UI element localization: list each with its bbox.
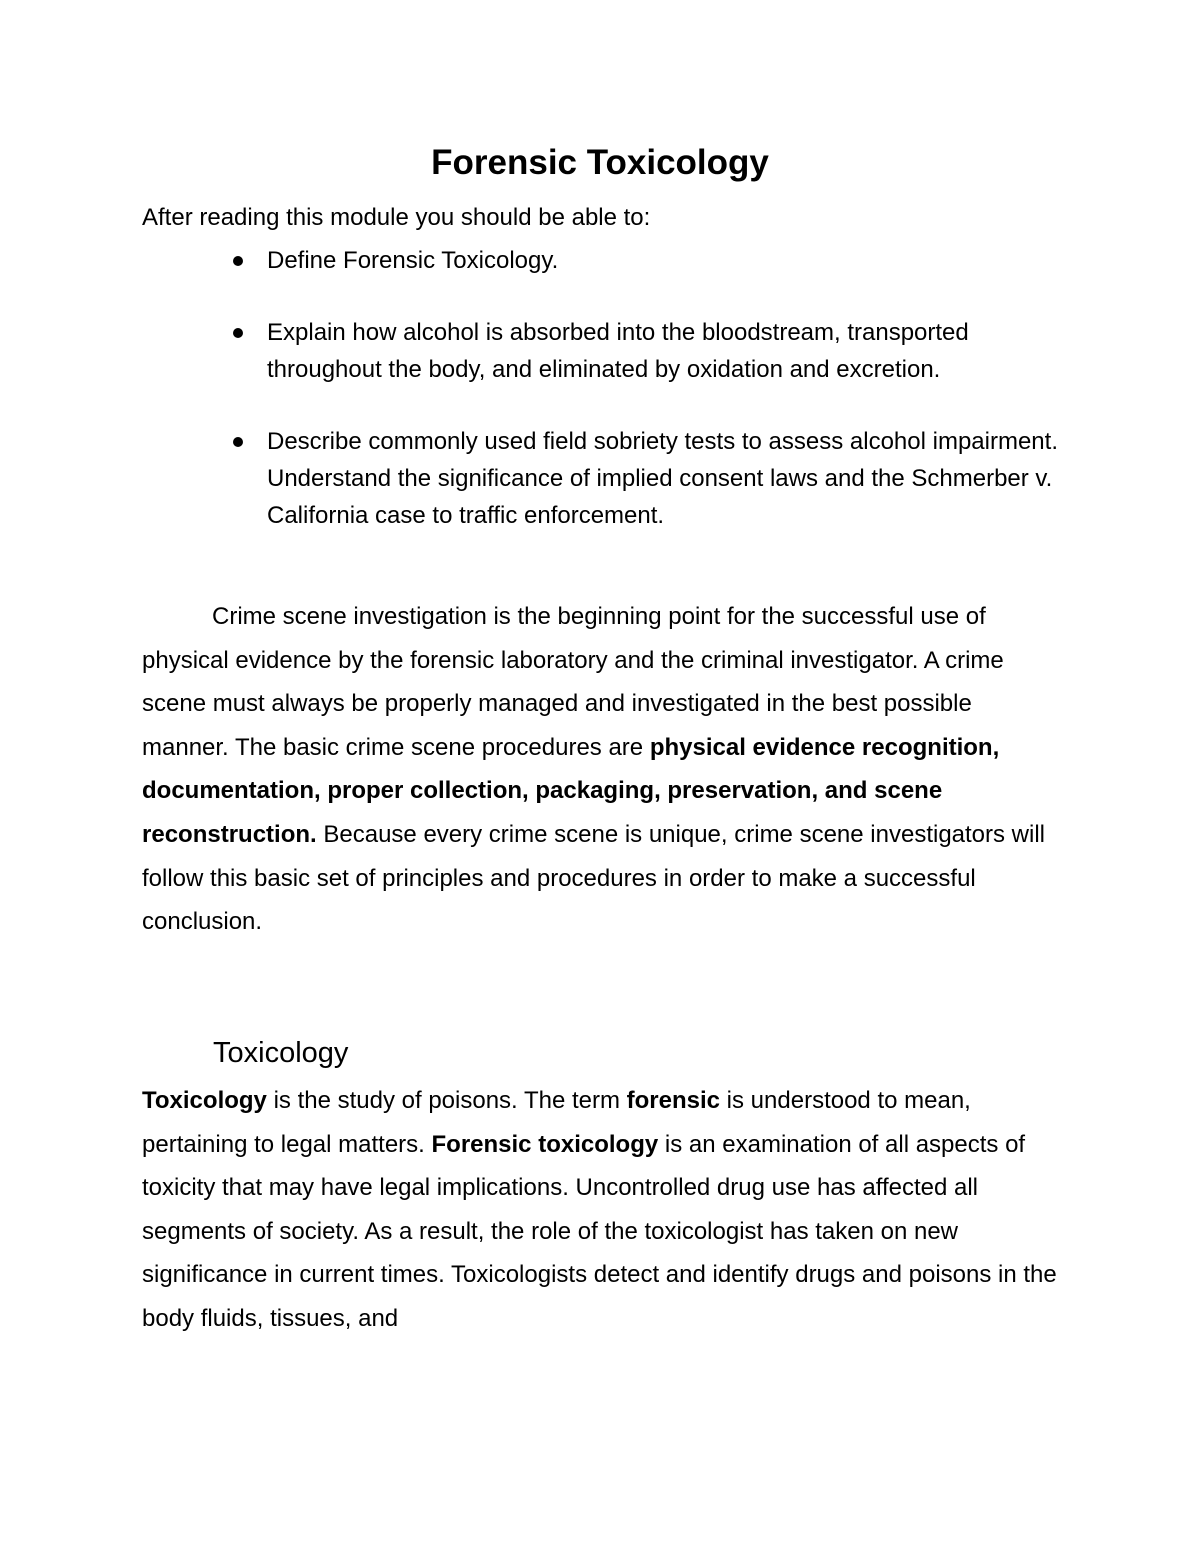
objective-text: Describe commonly used field sobriety tests to assess alcohol impairment. Understand the significance of implied consent laws and the Schmerber v. California case to traffic enforcement. xyxy=(267,428,1058,529)
list-item xyxy=(0,242,1067,279)
document-title: Forensic Toxicology xyxy=(431,143,769,182)
bullet-icon xyxy=(233,437,243,447)
bullet-icon xyxy=(233,328,243,338)
paragraph-text: Because every crime scene is unique, crime scene investigators will follow this basic set of principles and procedures in order to make a successful conclusion. xyxy=(142,820,1046,936)
list-item xyxy=(0,314,1067,388)
toxicology-paragraph xyxy=(142,1079,1062,1341)
objectives-list xyxy=(0,242,1200,569)
bold-text: Forensic toxicology xyxy=(431,1130,659,1158)
bold-text: forensic xyxy=(626,1087,721,1114)
intro-text: After reading this module you should be able to: xyxy=(142,204,651,231)
list-item xyxy=(0,423,1067,534)
paragraph-text: is the study of poisons. The term xyxy=(266,1087,627,1114)
bold-text: Toxicology xyxy=(142,1087,267,1114)
paragraph-text: Crime scene investigation is the beginning point for the successful use of physical evidence by the forensic laboratory and the criminal investigator. A crime scene must always be properly managed and investigated in the best possible manner. The basic crime scene procedures are xyxy=(142,603,1004,761)
objective-text: Explain how alcohol is absorbed into the bloodstream, transported throughout the body, and eliminated by oxidation and excretion. xyxy=(267,319,969,383)
section-heading: Toxicology xyxy=(213,1037,349,1069)
objective-text: Define Forensic Toxicology. xyxy=(267,247,559,274)
bullet-icon xyxy=(233,256,243,266)
paragraph-text: is understood to mean, pertaining to legal matters. xyxy=(142,1087,971,1158)
paragraph-text: is an examination of all aspects of toxicity that may have legal implications. Uncontrolled drug use has affected all segments of society. As a result, the role of the toxicologist has taken on new significance in current times. Toxicologists detect and identify drugs and poisons in the body fluids, tissues, and xyxy=(142,1130,1057,1332)
bold-text: physical evidence recognition, documentation, proper collection, packaging, preservation, and scene reconstruction. xyxy=(142,733,1000,848)
crime-scene-paragraph xyxy=(142,595,1062,944)
